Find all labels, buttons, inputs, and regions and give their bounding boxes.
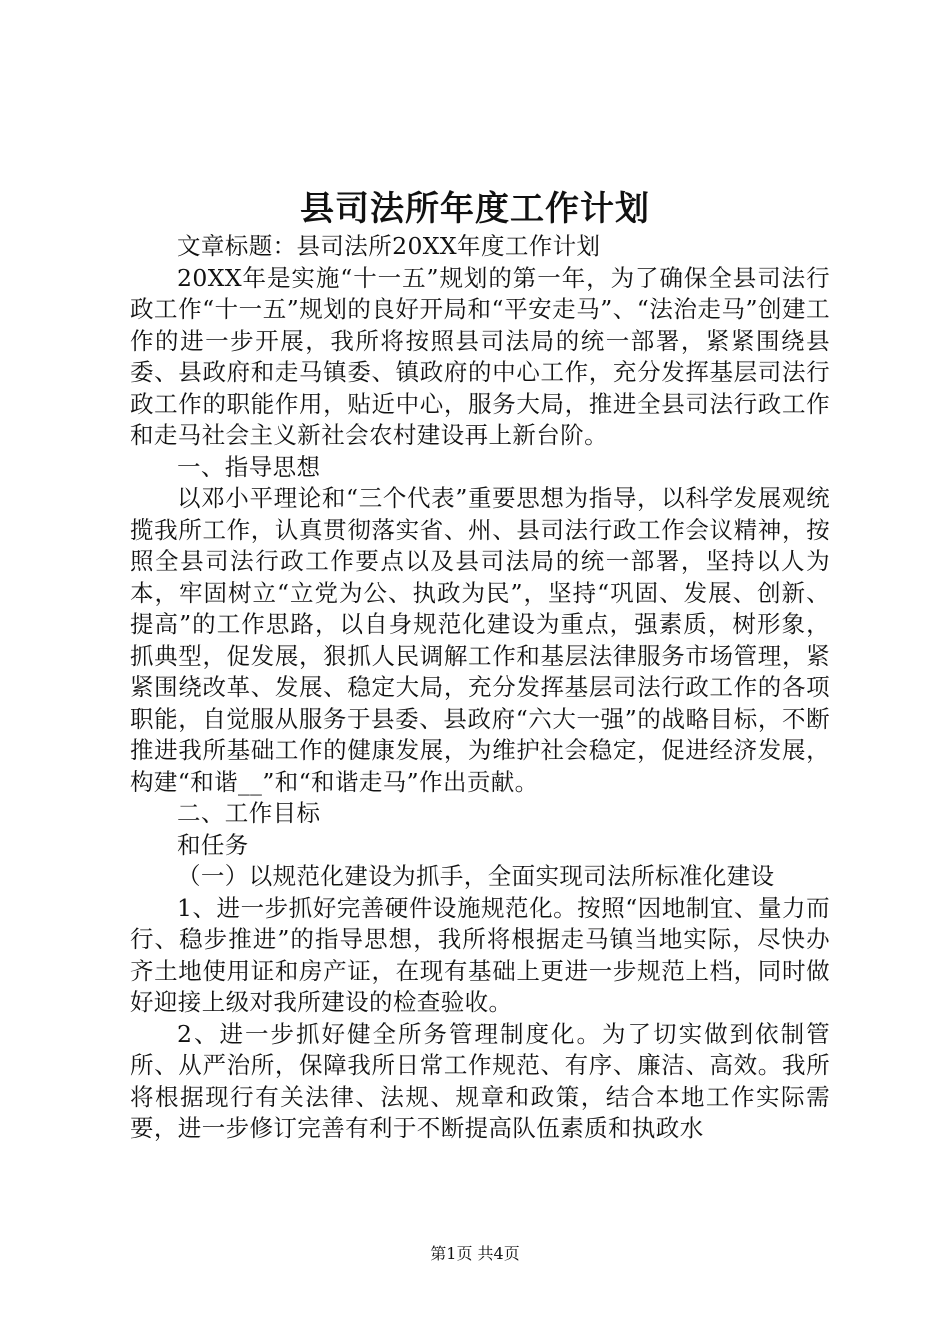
section-heading-guiding-thought: 一、指导思想: [177, 452, 321, 481]
document-body: [130, 231, 830, 1145]
paragraph-item-2: 2、进一步抓好健全所务管理制度化。为了切实做到依制管所、从严治所，保障我所日常工作规范、有序、廉洁、高效。我所将根据现行有关法律、法规、规章和政策，结合本地工作实际需要，进一步修订完善有利于不断提高队伍素质和执政水: [130, 1019, 830, 1142]
paragraph-intro: 20XX年是实施“十一五”规划的第一年，为了确保全县司法行政工作“十一五”规划的良好开局和“平安走马”、“法治走马”创建工作的进一步开展，我所将按照县司法局的统一部署，紧紧围绕县委、县政府和走马镇委、镇政府的中心工作，充分发挥基层司法行政工作的职能作用，贴近中心，服务大局，推进全县司法行政工作和走马社会主义新社会农村建设再上新台阶。: [130, 263, 830, 449]
document-title: 县司法所年度工作计划: [300, 189, 650, 229]
section-heading-work-goals: 二、工作目标: [177, 799, 321, 827]
section-heading-work-goals-cont: 和任务: [177, 830, 249, 859]
paragraph-item-1: 1、进一步抓好完善硬件设施规范化。按照“因地制宜、量力而行、稳步推进”的指导思想，我所将根据走马镇当地实际，尽快办齐土地使用证和房产证，在现有基础上更进一步规范上档，同时做好迎接上级对我所建设的检查验收。: [130, 893, 830, 1016]
page-footer: 第1页 共4页: [430, 1244, 520, 1263]
paragraph-guiding-thought: 以邓小平理论和“三个代表”重要思想为指导，以科学发展观统揽我所工作，认真贯彻落实省、州、县司法行政工作会议精神，按照全县司法行政工作要点以及县司法局的统一部署，坚持以人为本，牢固树立“立党为公、执政为民”，坚持“巩固、发展、创新、提高”的工作思路，以自身规范化建设为重点，强素质，树形象，抓典型，促发展，狠抓人民调解工作和基层法律服务市场管理，紧紧围绕改革、发展、稳定大局，充分发挥基层司法行政工作的各项职能，自觉服从服务于县委、县政府“六大一强”的战略目标，不断推进我所基础工作的健康发展，为维护社会稳定，促进经济发展，构建“和谐__”和“和谐走马”作出贡献。: [130, 484, 830, 796]
paragraph-article-title: 文章标题：县司法所20XX年度工作计划: [177, 232, 601, 260]
subsection-heading-standardization: （一）以规范化建设为抓手，全面实现司法所标准化建设: [177, 862, 775, 890]
